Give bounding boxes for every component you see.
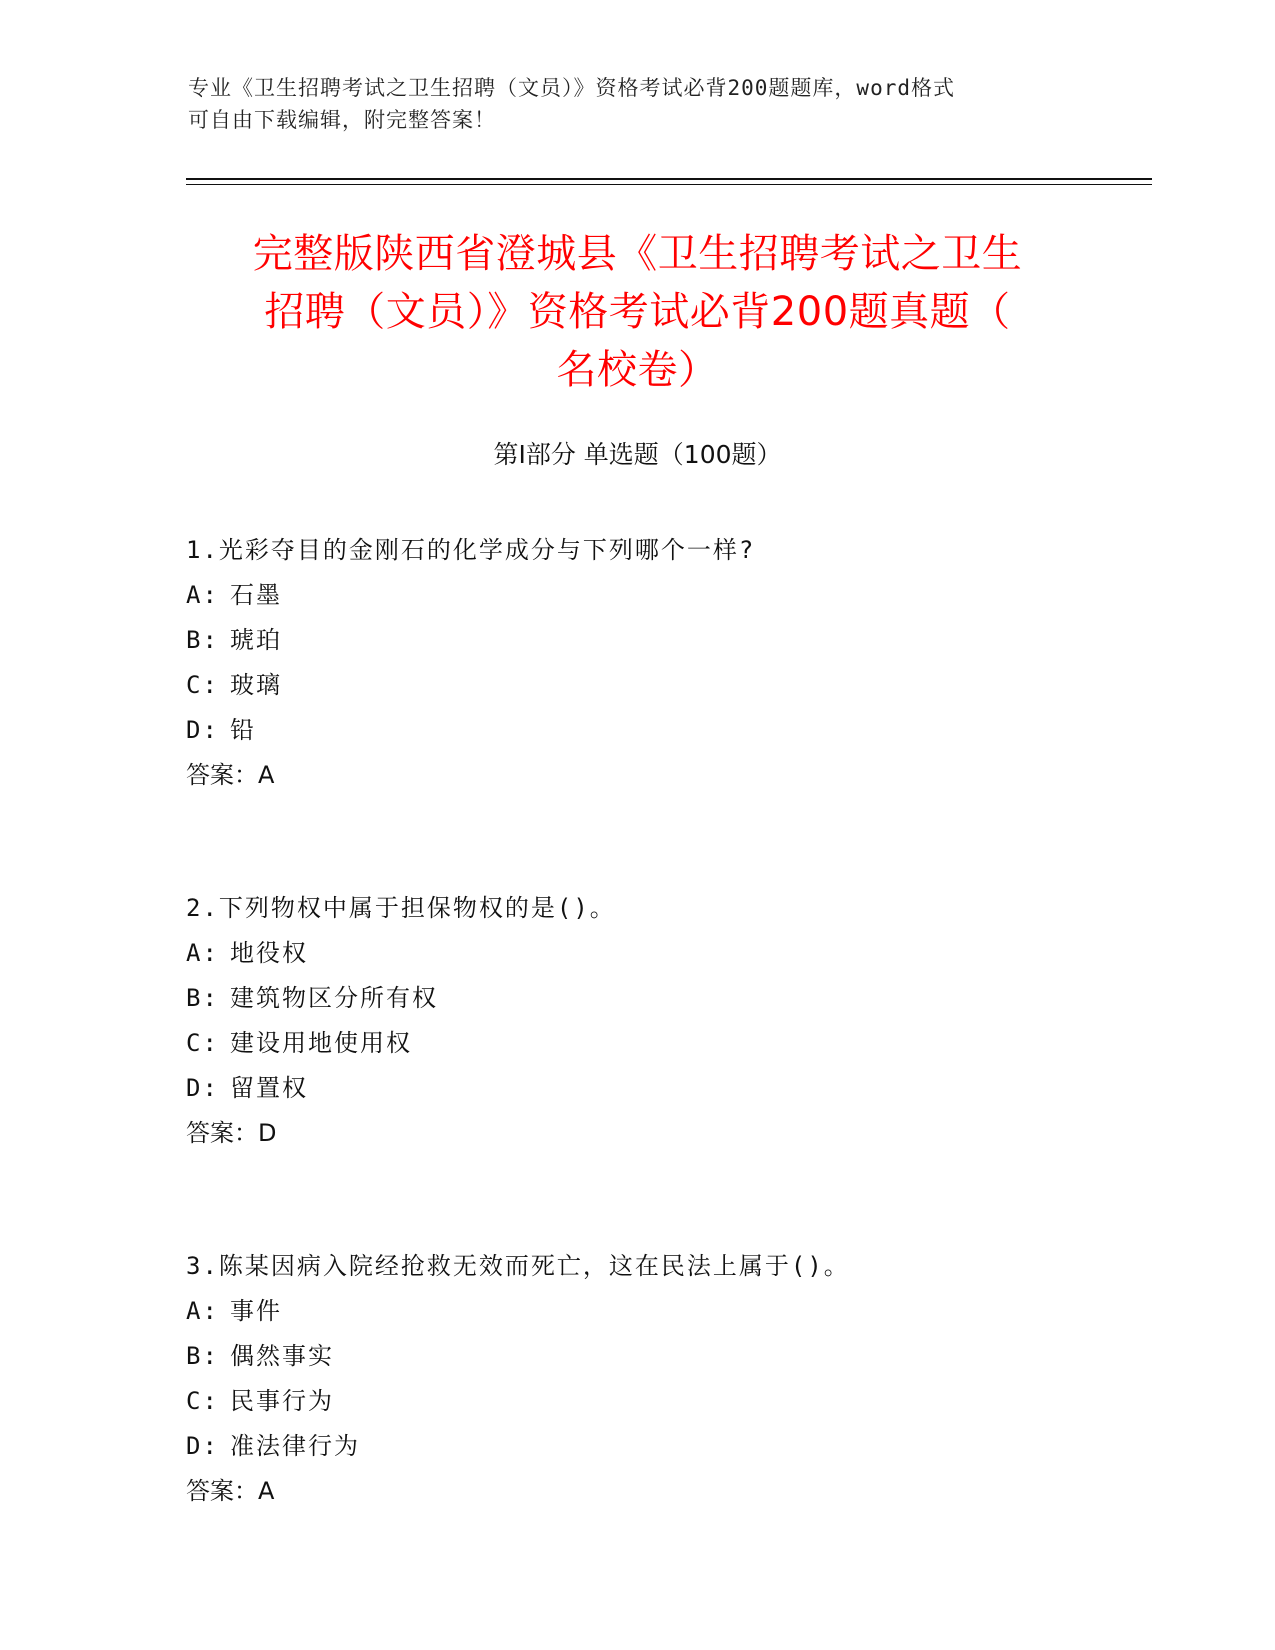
option-c <box>186 1021 1086 1066</box>
option-b <box>186 1334 1086 1379</box>
question-stem: 3.陈某因病入院经抢救无效而死亡，这在民法上属于()。 <box>186 1252 850 1280</box>
option-d <box>186 1424 1086 1469</box>
option-text: 留置权 <box>230 1074 308 1102</box>
question-2 <box>186 886 1086 1156</box>
option-label: C: <box>186 671 219 699</box>
option-text: 准法律行为 <box>230 1432 360 1460</box>
document-title-line-3: 名校卷） <box>556 347 719 393</box>
option-b <box>186 618 1086 663</box>
option-text: 建设用地使用权 <box>230 1029 412 1057</box>
document-title-line-2: 招聘（文员）》资格考试必背200题真题（ <box>264 289 1011 335</box>
option-label: B: <box>186 984 219 1012</box>
document-title <box>160 225 1115 399</box>
option-c <box>186 1379 1086 1424</box>
option-text: 事件 <box>230 1297 282 1325</box>
question-3 <box>186 1244 1086 1514</box>
option-b <box>186 976 1086 1021</box>
answer: 答案：D <box>186 1119 277 1147</box>
question-spacer <box>186 1156 1086 1244</box>
header-note-line-1: 专业《卫生招聘考试之卫生招聘（文员）》资格考试必背200题题库，word格式 <box>188 76 955 100</box>
option-a <box>186 573 1086 618</box>
header-note-line-2: 可自由下载编辑，附完整答案！ <box>188 108 496 132</box>
option-text: 铅 <box>230 716 256 744</box>
option-text: 偶然事实 <box>230 1342 334 1370</box>
answer: 答案：A <box>186 1477 275 1505</box>
section-title: 第Ⅰ部分 单选题（100题） <box>493 440 782 469</box>
option-text: 建筑物区分所有权 <box>230 984 438 1012</box>
option-d <box>186 708 1086 753</box>
question-stem: 2.下列物权中属于担保物权的是()。 <box>186 894 616 922</box>
header-note <box>188 72 1088 136</box>
question-1 <box>186 528 1086 798</box>
option-text: 玻璃 <box>230 671 282 699</box>
option-text: 民事行为 <box>230 1387 334 1415</box>
option-label: A: <box>186 1297 219 1325</box>
option-label: B: <box>186 626 219 654</box>
option-c <box>186 663 1086 708</box>
question-list <box>186 528 1086 1514</box>
option-text: 石墨 <box>230 581 282 609</box>
document-title-line-1: 完整版陕西省澄城县《卫生招聘考试之卫生 <box>252 231 1023 277</box>
question-stem: 1.光彩夺目的金刚石的化学成分与下列哪个一样? <box>186 536 756 564</box>
option-label: A: <box>186 581 219 609</box>
option-label: B: <box>186 1342 219 1370</box>
option-label: D: <box>186 716 219 744</box>
option-label: D: <box>186 1432 219 1460</box>
option-a <box>186 931 1086 976</box>
header-divider-thick <box>186 178 1152 180</box>
option-a <box>186 1289 1086 1334</box>
option-label: D: <box>186 1074 219 1102</box>
option-label: C: <box>186 1029 219 1057</box>
answer: 答案：A <box>186 761 275 789</box>
option-d <box>186 1066 1086 1111</box>
option-label: A: <box>186 939 219 967</box>
header-divider-thin <box>186 184 1152 185</box>
option-text: 琥珀 <box>230 626 282 654</box>
option-text: 地役权 <box>230 939 308 967</box>
question-spacer <box>186 798 1086 886</box>
option-label: C: <box>186 1387 219 1415</box>
